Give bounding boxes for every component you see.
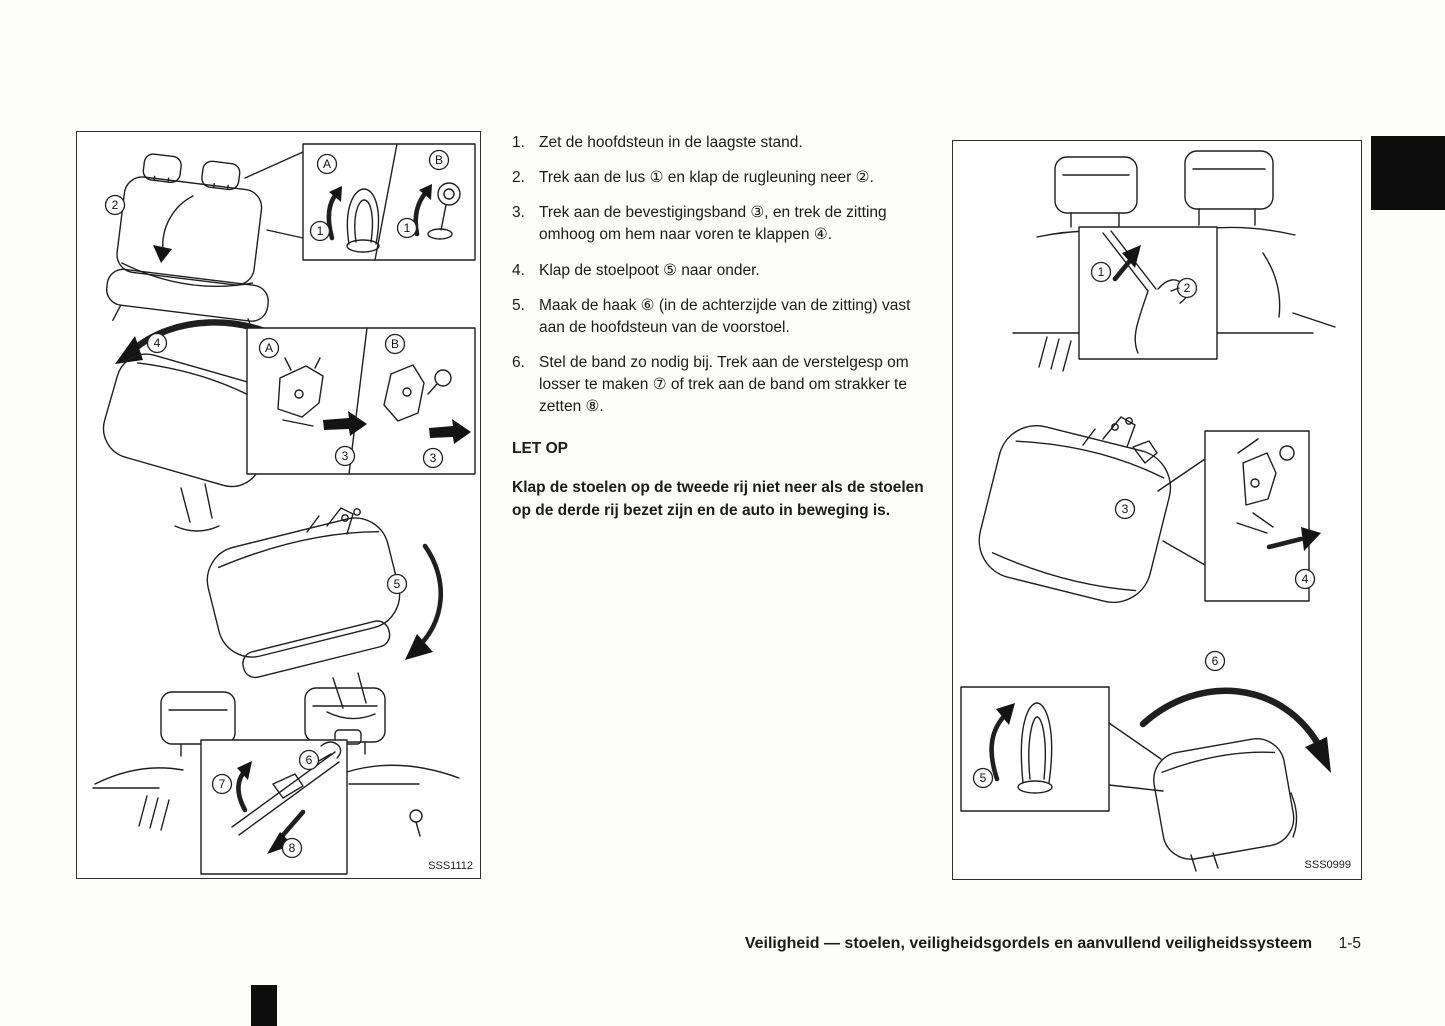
instruction-number: 1.	[512, 134, 525, 151]
figure-marker-1b	[398, 219, 417, 238]
instruction-item-6	[512, 352, 928, 418]
svg-text:2: 2	[111, 198, 119, 212]
svg-text:8: 8	[288, 841, 296, 855]
figure-marker-1a	[311, 222, 330, 241]
svg-text:3: 3	[1121, 502, 1129, 516]
svg-text:B: B	[390, 337, 400, 351]
svg-text:1: 1	[316, 224, 324, 238]
svg-text:B: B	[434, 153, 444, 167]
hook-attach-inset	[1079, 227, 1217, 359]
figure-marker-1	[1092, 263, 1111, 282]
figure-marker-4	[148, 334, 167, 353]
svg-text:6: 6	[305, 753, 313, 767]
svg-text:7: 7	[218, 777, 226, 791]
folded-seat-middle	[971, 417, 1205, 610]
print-registration-mark	[251, 985, 277, 1026]
pull-loop-inset	[961, 687, 1163, 811]
footer-title: Veiligheid — stoelen, veiligheidsgordels en aanvullend veiligheidssysteem	[744, 935, 1313, 952]
instruction-number: 3.	[512, 204, 525, 222]
figure-marker-5	[388, 575, 407, 594]
instruction-text: Trek aan de bevestigingsband ③, en trek de zitting omhoog om hem naar voren te klappen ④.	[539, 204, 887, 244]
figure-marker-3	[1116, 500, 1135, 519]
warning-text: Klap de stoelen op de tweede rij niet neer als de stoelen op de derde rij bezet zijn en de auto in beweging is.	[512, 478, 924, 519]
right-figure-panel	[952, 140, 1362, 880]
tumble-arrow	[1143, 691, 1331, 773]
instruction-number: 5.	[512, 296, 525, 314]
figure-marker-b	[430, 151, 449, 170]
chapter-tab-marker	[1371, 136, 1445, 210]
recline-arrowhead	[153, 245, 172, 263]
svg-text:1: 1	[403, 221, 411, 235]
figure-marker-5	[974, 769, 993, 788]
figure-marker-3b	[424, 449, 443, 468]
latch-detail-inset	[247, 328, 475, 474]
leader-lines-bottom	[1109, 723, 1163, 791]
svg-text:A: A	[264, 341, 274, 355]
svg-text:4: 4	[153, 336, 161, 350]
svg-text:4: 4	[1301, 572, 1309, 586]
seat-belt-line	[1263, 253, 1280, 317]
figure-marker-2	[1178, 279, 1197, 298]
instruction-number: 4.	[512, 261, 525, 279]
figure-marker-3a	[336, 447, 355, 466]
instruction-column	[512, 132, 928, 522]
figure-marker-a2	[260, 339, 279, 358]
svg-text:5: 5	[979, 771, 987, 785]
instruction-item-1	[512, 132, 928, 154]
figure-marker-a	[318, 155, 337, 174]
svg-text:3: 3	[429, 451, 437, 465]
svg-text:A: A	[322, 157, 332, 171]
release-arrowhead	[1301, 527, 1321, 551]
svg-text:2: 2	[1183, 281, 1191, 295]
instruction-text: Stel de band zo nodig bij. Trek aan de verstelgesp om losser te maken ⑦ of trek aan de band om strakker te zetten ⑧.	[539, 354, 909, 416]
instruction-text: Maak de haak ⑥ (in de achterzijde van de zitting) vast aan de hoofdsteun van de voorstoel.	[539, 296, 911, 336]
right-figure-caption: SSS0999	[1304, 859, 1351, 871]
hook-strap-inset	[201, 740, 347, 874]
figure-marker-6	[300, 751, 319, 770]
left-figure-caption: SSS1112	[428, 860, 473, 872]
folded-seat-bottom	[1149, 734, 1298, 871]
leader-lines-top	[245, 152, 303, 238]
instruction-item-3	[512, 202, 928, 246]
figure-marker-4	[1296, 570, 1315, 589]
warning-heading: LET OP	[512, 439, 568, 457]
page-footer	[745, 935, 1361, 953]
figure-marker-b2	[386, 335, 405, 354]
bench-seat-illustration	[103, 150, 285, 338]
instruction-number: 2.	[512, 169, 525, 187]
page-number: 1-5	[1338, 935, 1361, 952]
figure-marker-6	[1206, 652, 1225, 671]
svg-text:3: 3	[341, 449, 349, 463]
instruction-item-4	[512, 260, 928, 282]
instruction-text: Zet de hoofdsteun in de laagste stand.	[539, 134, 803, 151]
instruction-item-2	[512, 167, 928, 189]
instruction-text: Klap de stoelpoot ⑤ naar onder.	[539, 261, 760, 279]
svg-text:6: 6	[1211, 654, 1219, 668]
left-figure-panel	[76, 131, 481, 879]
instruction-item-5	[512, 295, 928, 339]
figure-marker-8	[283, 839, 302, 858]
instruction-text: Trek aan de lus ① en klap de rugleuning neer ②.	[539, 169, 874, 187]
figure-marker-2	[106, 196, 125, 215]
right-figure-drawing	[953, 141, 1361, 879]
svg-text:1: 1	[1097, 265, 1105, 279]
left-figure-drawing	[77, 132, 480, 878]
svg-text:5: 5	[393, 577, 401, 591]
folded-seat-stack	[200, 508, 441, 744]
figure-marker-7	[213, 775, 232, 794]
instruction-number: 6.	[512, 354, 525, 372]
strap-detail-inset	[303, 144, 475, 260]
